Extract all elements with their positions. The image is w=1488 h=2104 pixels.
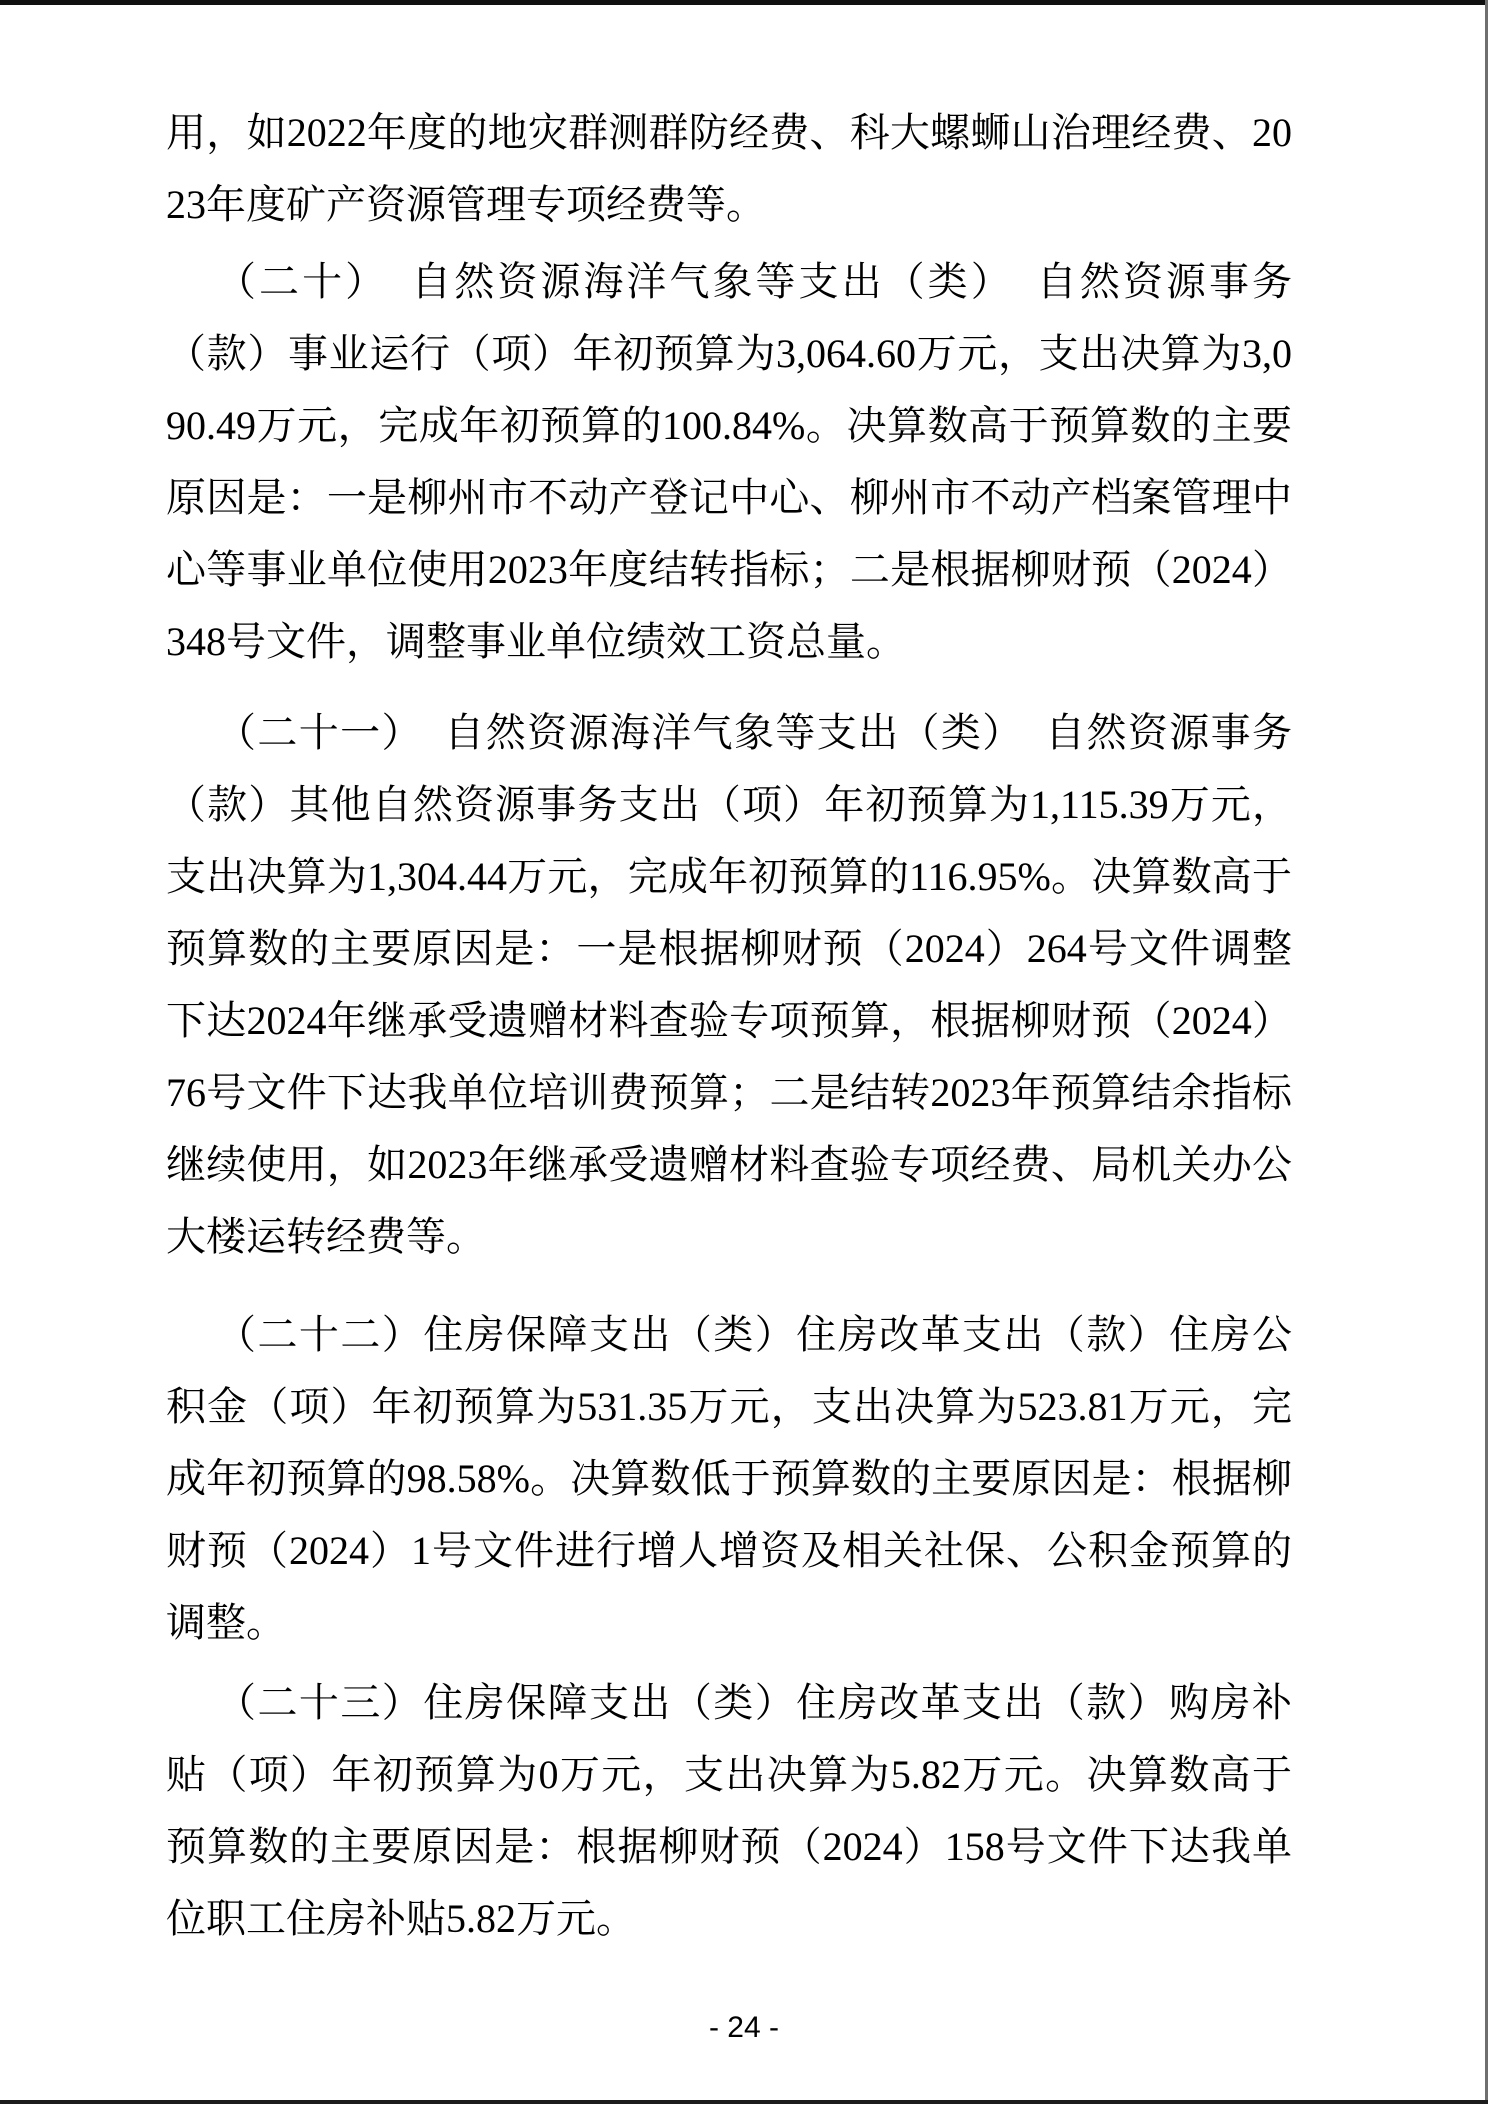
page-number: - 24 - xyxy=(708,2011,780,2044)
page-top-edge xyxy=(0,0,1488,5)
paragraph-continuation: 用，如2022年度的地灾群测群防经费、科大螺蛳山治理经费、2023年度矿产资源管理专项经费等。 xyxy=(166,110,1292,227)
paragraph-item-21: （二十一） 自然资源海洋气象等支出（类） 自然资源事务（款）其他自然资源事务支出（项）年初预算为1,115.39万元，支出决算为1,304.44万元，完成年初预算的116.95%。决算数高于预算数的主要原因是：一是根据柳财预（2024）264号文件调整下达2024年继承受遗赠材料查验专项预算，根据柳财预（2024）76号文件下达我单位培训费预算；二是结转2023年预算结余指标继续使用，如2023年继承受遗赠材料查验专项经费、局机关办公大楼运转经费等。 xyxy=(166,710,1292,1259)
paragraph-item-20: （二十） 自然资源海洋气象等支出（类） 自然资源事务（款）事业运行（项）年初预算为3,064.60万元，支出决算为3,090.49万元，完成年初预算的100.84%。决算数高于预算数的主要原因是：一是柳州市不动产登记中心、柳州市不动产档案管理中心等事业单位使用2023年度结转指标；二是根据柳财预（2024）348号文件，调整事业单位绩效工资总量。 xyxy=(166,259,1292,664)
paragraph-item-23: （二十三）住房保障支出（类）住房改革支出（款）购房补贴（项）年初预算为0万元，支出决算为5.82万元。决算数高于预算数的主要原因是：根据柳财预（2024）158号文件下达我单位职工住房补贴5.82万元。 xyxy=(166,1680,1292,1941)
page-bottom-edge xyxy=(0,2100,1488,2104)
paragraph-item-22: （二十二）住房保障支出（类）住房改革支出（款）住房公积金（项）年初预算为531.35万元，支出决算为523.81万元，完成年初预算的98.58%。决算数低于预算数的主要原因是：根据柳财预（2024）1号文件进行增人增资及相关社保、公积金预算的调整。 xyxy=(166,1312,1292,1645)
